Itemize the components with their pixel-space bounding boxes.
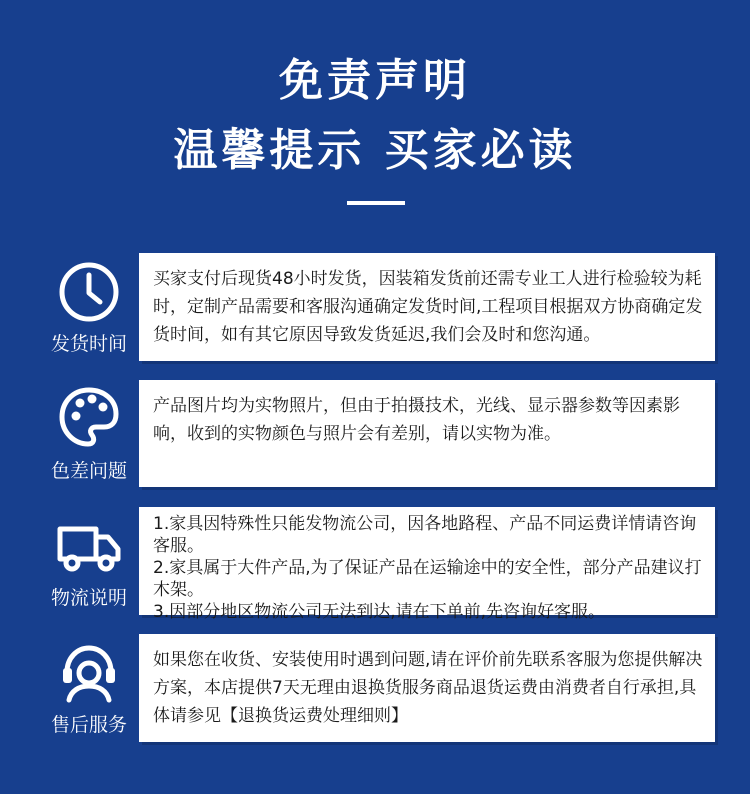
section-label: 物流说明 — [50, 587, 127, 609]
section-paragraph: 3.因部分地区物流公司无法到达,请在下单前,先咨询好客服。 — [153, 602, 606, 622]
section-logistics — [39, 507, 715, 622]
palette-icon — [56, 384, 122, 450]
section-paragraph: 产品图片均为实物照片，但由于拍摄技术，光线、显示器参数等因素影响，收到的实物颜色与照片会有差别，请以实物为准。 — [153, 396, 680, 444]
section-text-box — [139, 507, 715, 622]
section-icon-column — [39, 634, 139, 742]
section-text-box — [139, 634, 715, 742]
section-icon-column — [39, 380, 139, 487]
section-paragraph: 买家支付后现货48小时发货，因装箱发货前还需专业工人进行检验较为耗时，定制产品需要和客服沟通确定发货时间,工程项目根据双方协商确定发货时间，如有其它原因导致发货延迟,我们会及时和您沟通。 — [153, 269, 703, 345]
truck-icon — [56, 515, 122, 581]
section-text-box — [139, 380, 715, 487]
section-paragraph: 如果您在收货、安装使用时遇到问题,请在评价前先联系客服为您提供解决方案，本店提供7天无理由退换货服务商品退货运费由消费者自行承担,具体请参见【退换货运费处理细则】 — [153, 650, 703, 726]
page-title: 免责声明 — [279, 55, 471, 106]
section-label: 售后服务 — [50, 714, 127, 736]
section-after-sales — [39, 634, 715, 742]
section-shipping-time — [39, 253, 715, 361]
section-paragraph: 2.家具属于大件产品,为了保证产品在运输途中的安全性，部分产品建议打木架。 — [153, 558, 702, 600]
section-text-box — [139, 253, 715, 361]
section-icon-column — [39, 253, 139, 361]
section-color-difference — [39, 380, 715, 487]
section-paragraph: 1.家具因特殊性只能发物流公司，因各地路程、产品不同运费详情请咨询客服。 — [153, 514, 697, 556]
section-icon-column — [39, 507, 139, 615]
clock-icon — [56, 259, 122, 325]
customer-service-icon — [56, 640, 122, 706]
title-divider — [347, 201, 405, 205]
section-label: 色差问题 — [50, 460, 127, 482]
section-label: 发货时间 — [50, 333, 127, 355]
page-subtitle: 温馨提示 买家必读 — [173, 125, 577, 176]
